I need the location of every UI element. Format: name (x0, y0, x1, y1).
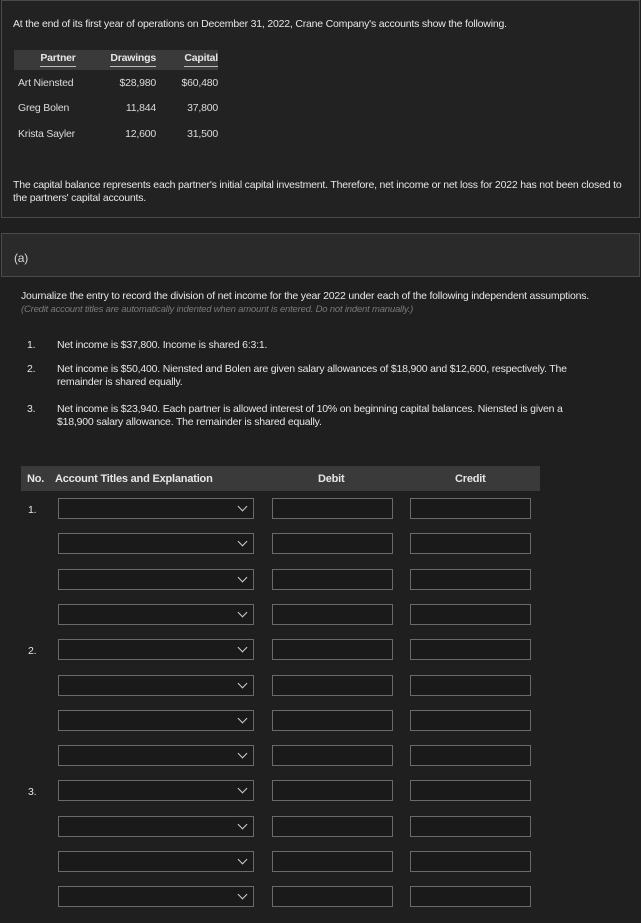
credit-input[interactable] (410, 816, 531, 837)
account-title-select[interactable] (58, 498, 254, 519)
partners-table (14, 50, 218, 147)
credit-input[interactable] (410, 745, 531, 766)
account-title-select[interactable] (58, 780, 254, 801)
closing-note: The capital balance represents each partner's initial capital investment. Therefore, net income or net loss for 2022 has not been closed to the partners' capital accounts. (13, 179, 622, 204)
assumption-text: Net income is $37,800. Income is shared 6:3:1. (57, 339, 268, 351)
credit-input[interactable] (410, 710, 531, 731)
debit-input[interactable] (272, 745, 393, 766)
assumption-number: 3. (27, 403, 36, 415)
part-a-header (1, 233, 640, 277)
partner-name: Greg Bolen (18, 102, 70, 115)
assumption-text: Net income is $50,400. Niensted and Bolen are given salary allowances of $18,900 and $12,600, respectively. The remainder is shared equally. (57, 363, 567, 388)
credit-input[interactable] (410, 851, 531, 872)
assumption-number: 2. (27, 363, 36, 375)
chevron-down-icon (238, 820, 248, 830)
debit-input[interactable] (272, 816, 393, 837)
account-title-select[interactable] (58, 639, 254, 660)
chevron-down-icon (238, 855, 248, 865)
partner-drawings: 11,844 (125, 102, 156, 115)
entry-number: 3. (28, 786, 37, 798)
partner-capital: 37,800 (187, 102, 218, 115)
chevron-down-icon (238, 608, 248, 618)
debit-input[interactable] (272, 886, 393, 907)
credit-input[interactable] (410, 569, 531, 590)
partner-name: Art Niensted (18, 76, 74, 89)
partner-name: Krista Sayler (18, 127, 75, 140)
debit-input[interactable] (272, 533, 393, 554)
account-title-select[interactable] (58, 886, 254, 907)
instruction-text: Journalize the entry to record the division of net income for the year 2022 under each of the following independent assumptions. (21, 290, 590, 302)
chevron-down-icon (238, 502, 248, 512)
partner-capital: $60,480 (181, 76, 218, 89)
chevron-down-icon (238, 749, 248, 759)
header-debit: Debit (318, 473, 345, 485)
debit-input[interactable] (272, 639, 393, 660)
header-account-titles: Account Titles and Explanation (55, 473, 213, 485)
entry-number: 1. (28, 504, 37, 516)
credit-input[interactable] (410, 533, 531, 554)
partners-table-header (14, 50, 218, 70)
account-title-select[interactable] (58, 710, 254, 731)
assumption-number: 1. (27, 339, 36, 351)
credit-input[interactable] (410, 780, 531, 801)
account-title-select[interactable] (58, 604, 254, 625)
credit-input[interactable] (410, 498, 531, 519)
credit-input[interactable] (410, 639, 531, 660)
account-title-select[interactable] (58, 745, 254, 766)
header-partner: Partner (40, 52, 75, 67)
header-credit: Credit (455, 473, 486, 485)
partner-drawings: 12,600 (125, 127, 156, 140)
chevron-down-icon (238, 537, 248, 547)
entry-number: 2. (28, 645, 37, 657)
debit-input[interactable] (272, 604, 393, 625)
assumption-text: Net income is $23,940. Each partner is allowed interest of 10% on beginning capital balances. Niensted is given a $18,900 salary allowance. The remainder is shared equally. (57, 403, 563, 428)
header-drawings: Drawings (110, 52, 156, 67)
table-row (14, 96, 218, 122)
chevron-down-icon (238, 643, 248, 653)
instruction-note: (Credit account titles are automatically indented when amount is entered. Do not indent manually.) (21, 304, 414, 315)
chevron-down-icon (238, 784, 248, 794)
table-row (14, 70, 218, 96)
debit-input[interactable] (272, 780, 393, 801)
chevron-down-icon (238, 679, 248, 689)
account-title-select[interactable] (58, 569, 254, 590)
account-title-select[interactable] (58, 816, 254, 837)
debit-input[interactable] (272, 498, 393, 519)
header-capital: Capital (184, 52, 218, 67)
table-row (14, 121, 218, 147)
header-no: No. (27, 473, 45, 485)
debit-input[interactable] (272, 569, 393, 590)
credit-input[interactable] (410, 675, 531, 696)
part-label: (a) (14, 251, 29, 265)
chevron-down-icon (238, 714, 248, 724)
account-title-select[interactable] (58, 533, 254, 554)
intro-text: At the end of its first year of operations on December 31, 2022, Crane Company's accounts show the following. (13, 18, 507, 30)
problem-statement-panel (1, 0, 640, 218)
debit-input[interactable] (272, 851, 393, 872)
partner-capital: 31,500 (187, 127, 218, 140)
account-title-select[interactable] (58, 851, 254, 872)
journal-table-header (21, 466, 540, 491)
debit-input[interactable] (272, 710, 393, 731)
credit-input[interactable] (410, 886, 531, 907)
partner-drawings: $28,980 (119, 76, 156, 89)
debit-input[interactable] (272, 675, 393, 696)
chevron-down-icon (238, 890, 248, 900)
credit-input[interactable] (410, 604, 531, 625)
chevron-down-icon (238, 573, 248, 583)
account-title-select[interactable] (58, 675, 254, 696)
